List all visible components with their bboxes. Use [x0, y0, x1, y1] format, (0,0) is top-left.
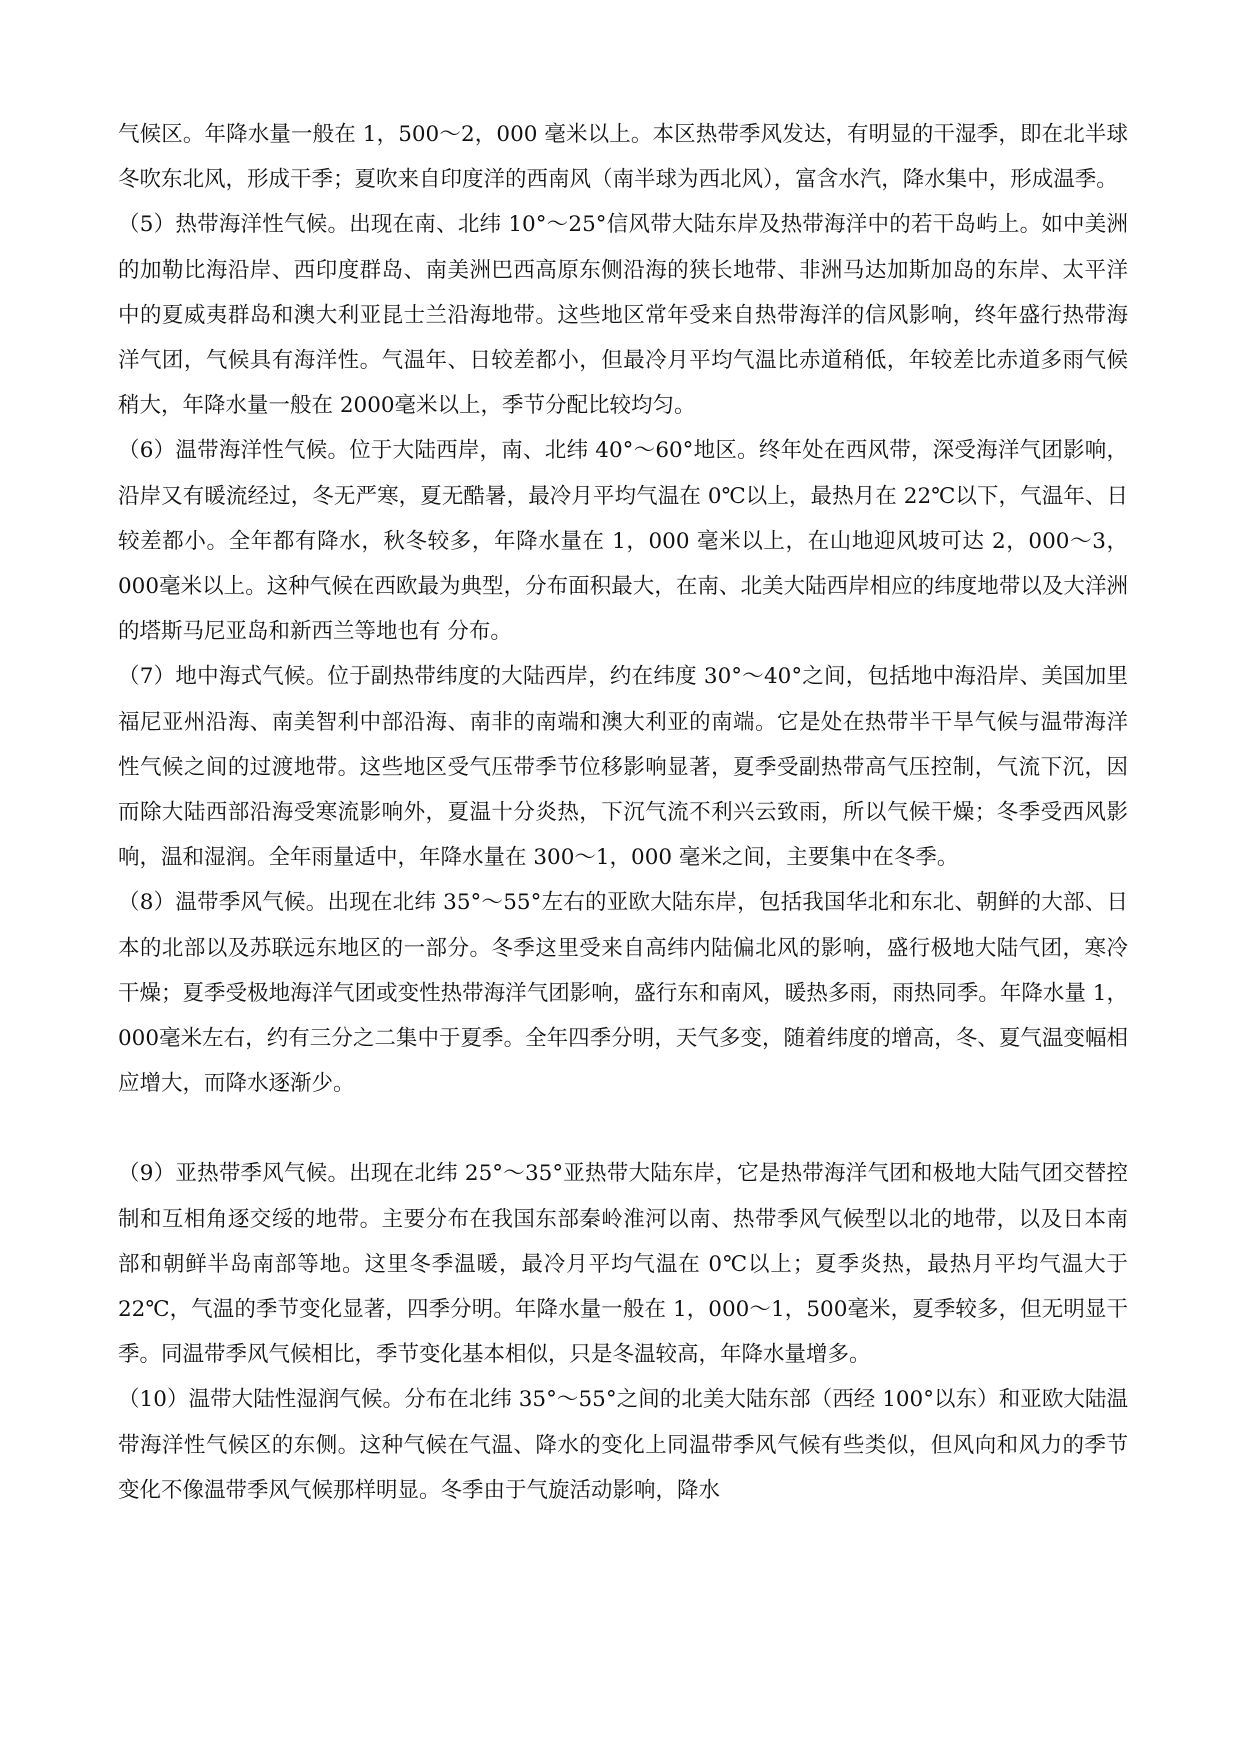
paragraph-tropical-monsoon-end: 气候区。年降水量一般在 1，500～2，000 毫米以上。本区热带季风发达，有明显的干湿季，即在北半球冬吹东北风，形成干季；夏吹来自印度洋的西南风（南半球为西北风），富含水汽，降水集中，形成温季。 [118, 122, 1128, 193]
paragraph-spacer [118, 1106, 1128, 1151]
paragraph-temperate-marine: （6）温带海洋性气候。位于大陆西岸，南、北纬 40°～60°地区。终年处在西风带，深受海洋气团影响，沿岸又有暖流经过，冬无严寒，夏无酷暑，最冷月平均气温在 0℃以上，最热月在 22℃以下，气温年、日较差都小。全年都有降水，秋冬较多，年降水量在 1，000 毫米以上，在山地迎风坡可达 2，000～3，000毫米以上。这种气候在西欧最为典型，分布面积最大，在南、北美大陆西岸相应的纬度地带以及大洋洲的塔斯马尼亚岛和新西兰等地也有 分布。 [118, 438, 1128, 645]
paragraph-subtropical-monsoon: （9）亚热带季风气候。出现在北纬 25°～35°亚热带大陆东岸，它是热带海洋气团和极地大陆气团交替控制和互相角逐交绥的地带。主要分布在我国东部秦岭淮河以南、热带季风气候型以北的地带，以及日本南部和朝鲜半岛南部等地。这里冬季温暖，最冷月平均气温在 0℃以上；夏季炎热，最热月平均气温大于 22℃，气温的季节变化显著，四季分明。年降水量一般在 1，000～1，500毫米，夏季较多，但无明显干季。同温带季风气候相比，季节变化基本相似，只是冬温较高，年降水量增多。 [118, 1161, 1135, 1368]
paragraph-temperate-continental-humid: （10）温带大陆性湿润气候。分布在北纬 35°～55°之间的北美大陆东部（西经 100°以东）和亚欧大陆温带海洋性气候区的东侧。这种气候在气温、降水的变化上同温带季风气候有些类似，但风向和风力的季节变化不像温带季风气候那样明显。冬季由于气旋活动影响，降水 [118, 1387, 1128, 1503]
paragraph-tropical-marine: （5）热带海洋性气候。出现在南、北纬 10°～25°信风带大陆东岸及热带海洋中的若干岛屿上。如中美洲的加勒比海沿岸、西印度群岛、南美洲巴西高原东侧沿海的狭长地带、非洲马达加斯加岛的东岸、太平洋中的夏威夷群岛和澳大利亚昆士兰沿海地带。这些地区常年受来自热带海洋的信风影响，终年盛行热带海洋气团，气候具有海洋性。气温年、日较差都小，但最冷月平均气温比赤道稍低，年较差比赤道多雨气候稍大，年降水量一般在 2000毫米以上，季节分配比较均匀。 [118, 212, 1128, 419]
document-page [118, 112, 1135, 1513]
paragraph-mediterranean: （7）地中海式气候。位于副热带纬度的大陆西岸，约在纬度 30°～40°之间，包括地中海沿岸、美国加里福尼亚州沿海、南美智利中部沿海、南非的南端和澳大利亚的南端。它是处在热带半干旱气候与温带海洋性气候之间的过渡地带。这些地区受气压带季节位移影响显著，夏季受副热带高气压控制，气流下沉，因而除大陆西部沿海受寒流影响外，夏温十分炎热，下沉气流不利兴云致雨，所以气候干燥；冬季受西风影响，温和湿润。全年雨量适中，年降水量在 300～1，000 毫米之间，主要集中在冬季。 [118, 664, 1128, 871]
paragraph-temperate-monsoon: （8）温带季风气候。出现在北纬 35°～55°左右的亚欧大陆东岸，包括我国华北和东北、朝鲜的大部、日本的北部以及苏联远东地区的一部分。冬季这里受来自高纬内陆偏北风的影响，盛行极地大陆气团，寒冷干燥；夏季受极地海洋气团或变性热带海洋气团影响，盛行东和南风，暖热多雨，雨热同季。年降水量 1，000毫米左右，约有三分之二集中于夏季。全年四季分明，天气多变，随着纬度的增高，冬、夏气温变幅相应增大，而降水逐渐少。 [118, 890, 1128, 1097]
